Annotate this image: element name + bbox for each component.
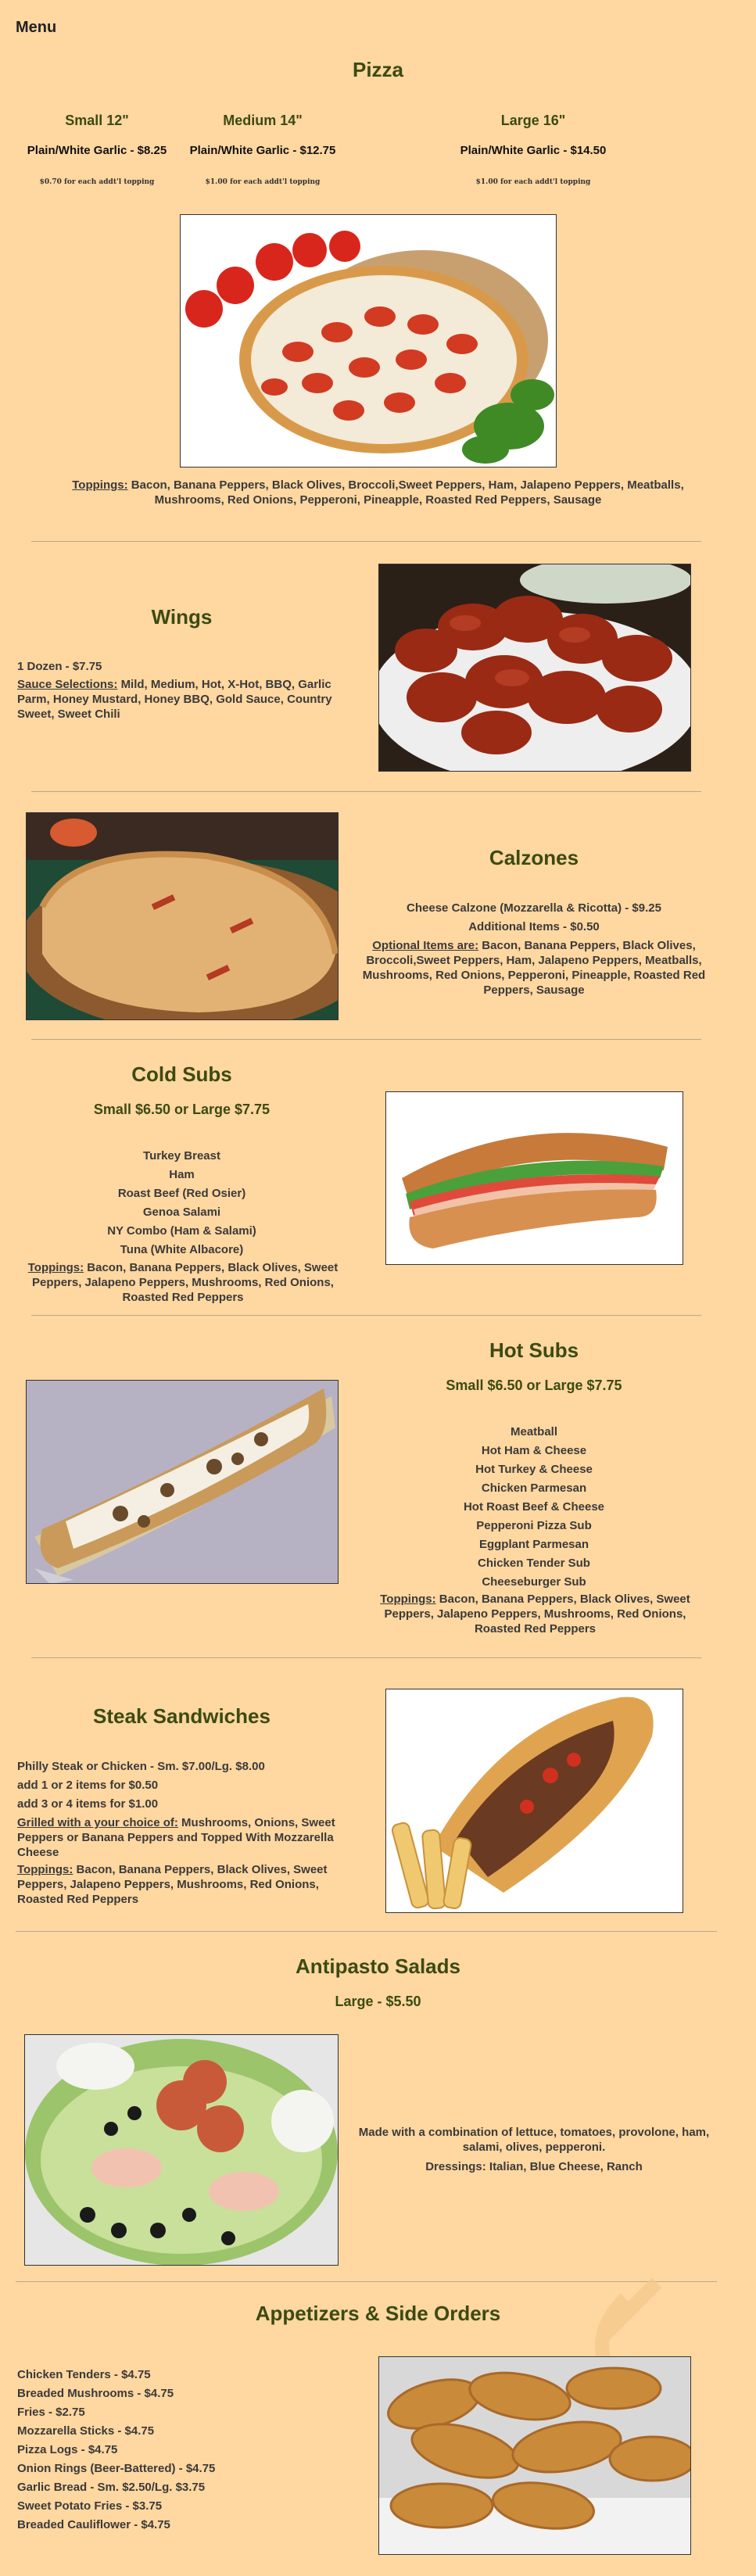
hot-sub-item: Cheeseburger Sub: [482, 1575, 586, 1589]
appetizers-title: Appetizers & Side Orders: [255, 2302, 501, 2325]
cold-sub-item: Genoa Salami: [142, 1206, 221, 1219]
appetizer-item: Pizza Logs - $4.75: [17, 2443, 118, 2456]
cold-sub-item: NY Combo (Ham & Salami): [107, 1224, 256, 1238]
appetizer-item: Breaded Mushrooms - $4.75: [17, 2387, 174, 2400]
steak-toppings-label: Toppings:: [17, 1863, 73, 1876]
cold-subs-toppings-label: Toppings:: [27, 1261, 84, 1274]
hot-sub-photo: [26, 1380, 339, 1584]
cold-subs-list: [16, 1147, 348, 1259]
menu-link[interactable]: Menu: [16, 19, 57, 36]
cold-subs-toppings-text: Bacon, Banana Peppers, Black Olives, Sweet Peppers, Jalapeno Peppers, Mushrooms, Red Onions, Roasted Red Peppers: [32, 1261, 339, 1304]
hot-subs-toppings-label: Toppings:: [380, 1593, 436, 1606]
hot-sub-item: Hot Roast Beef & Cheese: [463, 1500, 605, 1514]
salads-desc: Made with a combination of lettuce, tomatoes, provolone, ham, salami, olives, pepperoni.: [358, 2126, 710, 2154]
pizza-note-small: $0.70 for each addt'l topping: [39, 178, 155, 186]
cold-sub-item: Turkey Breast: [143, 1149, 220, 1163]
appetizer-item: Breaded Cauliflower - $4.75: [17, 2518, 170, 2531]
divider-3: [31, 1039, 701, 1040]
divider-6: [16, 1931, 717, 1932]
hot-sub-item: Pepperoni Pizza Sub: [476, 1519, 592, 1532]
hot-sub-item: Eggplant Parmesan: [478, 1538, 589, 1551]
hot-sub-item: Meatball: [510, 1425, 557, 1438]
pizza-price-large: Plain/White Garlic - $14.50: [460, 144, 607, 157]
pizza-title: Pizza: [352, 58, 404, 81]
pizza-size-large: Large 16": [500, 113, 566, 128]
steak-toppings-text: Bacon, Banana Peppers, Black Olives, Sweet Peppers, Jalapeno Peppers, Mushrooms, Red Onions, Roasted Red Peppers: [17, 1863, 328, 1906]
steak-grilled-label: Grilled with a your choice of:: [17, 1816, 178, 1829]
hot-sub-item: Hot Turkey & Cheese: [475, 1463, 593, 1476]
steak-line2: add 1 or 2 items for $0.50: [17, 1779, 159, 1792]
hot-subs-toppings: [361, 1592, 709, 1636]
pizza-price-small: Plain/White Garlic - $8.25: [27, 144, 167, 157]
pizza-size-medium: Medium 14": [223, 113, 303, 128]
steak-photo: [385, 1689, 683, 1913]
hot-subs-list: [353, 1423, 715, 1592]
calzones-optional-label: Optional Items are:: [372, 939, 479, 952]
appetizers-list: [17, 2366, 353, 2535]
steak-line3: add 3 or 4 items for $1.00: [17, 1797, 159, 1811]
pizza-price-medium: Plain/White Garlic - $12.75: [189, 144, 336, 157]
calzones-optional: [350, 938, 718, 998]
pizza-size-small: Small 12": [65, 113, 129, 128]
calzones-optional-text: Bacon, Banana Peppers, Black Olives, Broccoli,Sweet Peppers, Ham, Jalapeno Peppers, Meatballs, Mushrooms, Red Onions, Pepperoni, Pineapple, Roasted Red Peppers, Sausage: [362, 939, 706, 997]
hot-subs-price: Small $6.50 or Large $7.75: [446, 1378, 622, 1393]
cold-sub-item: Ham: [169, 1168, 195, 1181]
pizza-toppings-text: Bacon, Banana Peppers, Black Olives, Broccoli,Sweet Peppers, Ham, Jalapeno Peppers, Meatballs, Mushrooms, Red Onions, Pepperoni, Pineapple, Roasted Red Peppers, Sausage: [131, 478, 684, 507]
cold-subs-toppings: [19, 1260, 347, 1305]
pizza-photo: [180, 214, 557, 468]
pizza-toppings-label: Toppings:: [72, 478, 128, 492]
pizza-note-large: $1.00 for each addt'l topping: [475, 178, 591, 186]
divider-2: [31, 791, 701, 792]
pizza-toppings: [63, 478, 693, 507]
calzones-additional: Additional Items - $0.50: [468, 920, 600, 933]
cold-subs-price: Small $6.50 or Large $7.75: [93, 1102, 271, 1117]
hot-sub-item: Chicken Parmesan: [481, 1481, 587, 1495]
calzone-photo: [26, 812, 339, 1020]
calzones-cheese: Cheese Calzone (Mozzarella & Ricotta) - $9.25: [407, 901, 661, 915]
salads-price: Large - $5.50: [335, 1994, 421, 2009]
salads-title: Antipasto Salads: [296, 1954, 460, 1978]
calzones-title: Calzones: [489, 846, 579, 869]
appetizer-item: Onion Rings (Beer-Battered) - $4.75: [17, 2462, 216, 2475]
steak-line1: Philly Steak or Chicken - Sm. $7.00/Lg. $8.00: [17, 1760, 265, 1773]
divider-4: [31, 1315, 701, 1316]
cold-subs-title: Cold Subs: [131, 1062, 232, 1086]
salads-dressings: Dressings: Italian, Blue Cheese, Ranch: [425, 2160, 643, 2173]
appetizer-photo: [378, 2356, 691, 2555]
appetizer-item: Mozzarella Sticks - $4.75: [17, 2424, 155, 2438]
wings-price: 1 Dozen - $7.75: [17, 660, 102, 673]
hot-sub-item: Chicken Tender Sub: [478, 1557, 590, 1570]
appetizer-item: Chicken Tenders - $4.75: [17, 2368, 151, 2381]
appetizer-item: Sweet Potato Fries - $3.75: [17, 2499, 163, 2513]
steak-grilled-text: Mushrooms, Onions, Sweet Peppers or Banana Peppers and Topped With Mozzarella Cheese: [17, 1816, 335, 1859]
hot-subs-title: Hot Subs: [489, 1338, 579, 1362]
steak-grilled: [17, 1815, 353, 1860]
salad-photo: [24, 2034, 339, 2266]
divider-1: [31, 541, 701, 542]
wings-sauce-label: Sauce Selections:: [17, 678, 118, 691]
wings-photo: [378, 564, 691, 772]
wings-sauces: [17, 677, 353, 722]
cold-sub-photo: [385, 1091, 683, 1265]
cold-sub-item: Roast Beef (Red Osier): [117, 1187, 246, 1200]
appetizer-item: Garlic Bread - Sm. $2.50/Lg. $3.75: [17, 2481, 206, 2494]
steak-title: Steak Sandwiches: [93, 1704, 271, 1728]
pizza-note-medium: $1.00 for each addt'l topping: [205, 178, 321, 186]
wings-title: Wings: [151, 605, 213, 629]
wings-sauce-text: Mild, Medium, Hot, X-Hot, BBQ, Garlic Parm, Honey Mustard, Honey BBQ, Gold Sauce, Country Sweet, Sweet Chili: [17, 678, 332, 721]
hot-subs-toppings-text: Bacon, Banana Peppers, Black Olives, Sweet Peppers, Jalapeno Peppers, Mushrooms, Red Onions, Roasted Red Peppers: [384, 1593, 690, 1636]
appetizer-item: Fries - $2.75: [17, 2406, 85, 2419]
divider-5: [31, 1657, 701, 1658]
steak-toppings: [17, 1862, 353, 1907]
cold-sub-item: Tuna (White Albacore): [120, 1243, 244, 1256]
hot-sub-item: Hot Ham & Cheese: [481, 1444, 587, 1457]
